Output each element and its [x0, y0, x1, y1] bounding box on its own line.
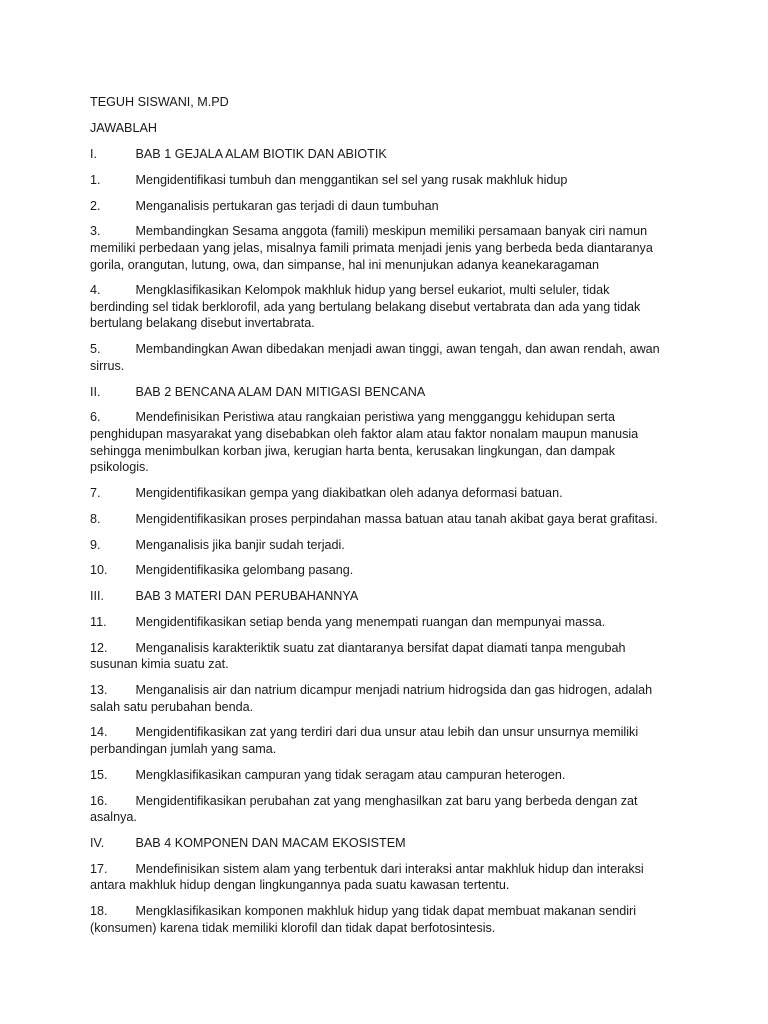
item-text: Mengidentifikasikan setiap benda yang menempati ruangan dan mempunyai massa. — [135, 614, 606, 629]
item-number: 11. — [90, 614, 107, 629]
item-text: Mengklasifikasikan campuran yang tidak seragam atau campuran heterogen. — [135, 767, 566, 782]
list-item — [90, 384, 670, 401]
item-text: Mengidentifikasika gelombang pasang. — [135, 563, 354, 578]
item-text: Mengidentifikasikan zat yang terdiri dari dua unsur atau lebih dan unsur unsurnya memiliki perbandingan jumlah yang sama. — [90, 725, 639, 756]
list-item — [90, 198, 670, 215]
list-item — [90, 282, 670, 332]
item-number: 7. — [90, 485, 101, 500]
paragraph-list — [90, 146, 670, 936]
item-number: 8. — [90, 511, 101, 526]
list-item — [90, 485, 670, 502]
item-text: Mendefinisikan sistem alam yang terbentuk dari interaksi antar makhluk hidup dan interaksi antara makhluk hidup dengan lingkungannya pada suatu kawasan tertentu. — [90, 861, 644, 893]
list-item — [90, 861, 670, 894]
list-item — [90, 588, 670, 605]
item-text: Mengidentifikasikan perubahan zat yang menghasilkan zat baru yang berbeda dengan zat asalnya. — [90, 793, 638, 825]
item-text: Membandingkan Sesama anggota (famili) meskipun memiliki persamaan banyak ciri namun memiliki perbedaan yang jelas, misalnya famili primata menjadi jenis yang berbeda beda diantaranya gorila, orangutan, lutung, owa, dan simpanse, hal ini menunjukan adanya keanekaragaman — [90, 224, 653, 272]
item-text: Menganalisis pertukaran gas terjadi di daun tumbuhan — [135, 198, 439, 213]
list-item — [90, 767, 670, 784]
list-item — [90, 341, 670, 374]
item-number: II. — [90, 384, 101, 399]
item-text: BAB 3 MATERI DAN PERUBAHANNYA — [135, 589, 359, 604]
item-number: IV. — [90, 835, 105, 850]
item-number: 9. — [90, 537, 101, 552]
item-number: 14. — [90, 725, 108, 740]
list-item — [90, 614, 670, 631]
item-text: BAB 1 GEJALA ALAM BIOTIK DAN ABIOTIK — [135, 146, 387, 161]
list-item — [90, 640, 670, 673]
item-number: 16. — [90, 793, 108, 808]
item-number: 18. — [90, 904, 108, 919]
item-text: Membandingkan Awan dibedakan menjadi awan tinggi, awan tengah, dan awan rendah, awan sirrus. — [90, 342, 660, 373]
list-item — [90, 537, 670, 554]
list-item — [90, 793, 670, 826]
item-text: Mengidentifikasikan gempa yang diakibatkan oleh adanya deformasi batuan. — [135, 485, 563, 500]
item-number: 12. — [90, 640, 108, 655]
item-text: Mengidentifikasi tumbuh dan menggantikan sel sel yang rusak makhluk hidup — [135, 172, 568, 187]
list-item — [90, 682, 670, 715]
item-number: 5. — [90, 342, 101, 357]
list-item — [90, 903, 670, 936]
item-text: Mendefinisikan Peristiwa atau rangkaian peristiwa yang mengganggu kehidupan serta penghidupan masyarakat yang disebabkan oleh faktor alam atau faktor nonalam maupun manusia sehingga menimbulkan korban jiwa, kerugian harta benta, kerusakan lingkungan, dan dampak psikologis. — [90, 410, 639, 475]
item-text: Mengidentifikasikan proses perpindahan massa batuan atau tanah akibat gaya berat grafitasi. — [135, 511, 658, 526]
item-number: 3. — [90, 224, 101, 239]
list-item — [90, 146, 670, 163]
item-text: Menganalisis karakteriktik suatu zat diantaranya bersifat dapat diamati tanpa mengubah susunan kimia suatu zat. — [90, 640, 626, 672]
list-item — [90, 835, 670, 852]
item-text: Mengklasifikasikan komponen makhluk hidup yang tidak dapat membuat makanan sendiri (konsumen) karena tidak memiliki klorofil dan tidak dapat berfotosintesis. — [90, 904, 637, 935]
item-number: 15. — [90, 767, 108, 782]
list-item — [90, 223, 670, 273]
item-number: 1. — [90, 172, 101, 187]
item-text: Menganalisis air dan natrium dicampur menjadi natrium hidrogsida dan gas hidrogen, adalah salah satu perubahan benda. — [90, 683, 653, 714]
list-item — [90, 511, 670, 528]
item-number: I. — [90, 146, 97, 161]
list-item — [90, 724, 670, 757]
list-item — [90, 409, 670, 475]
item-number: 4. — [90, 283, 101, 298]
item-number: 6. — [90, 410, 101, 425]
author-line: TEGUH SISWANI, M.PD — [90, 95, 229, 109]
item-number: 10. — [90, 563, 108, 578]
item-number: 2. — [90, 198, 101, 213]
item-number: III. — [90, 589, 104, 604]
item-number: 17. — [90, 861, 108, 876]
list-item — [90, 562, 670, 579]
document-page — [90, 94, 670, 945]
instruction-line: JAWABLAH — [90, 121, 157, 136]
item-text: BAB 4 KOMPONEN DAN MACAM EKOSISTEM — [135, 835, 406, 850]
item-text: Menganalisis jika banjir sudah terjadi. — [135, 537, 345, 552]
list-item — [90, 172, 670, 189]
item-text: Mengklasifikasikan Kelompok makhluk hidup yang bersel eukariot, multi seluler, tidak berdinding sel tidak berklorofil, ada yang bertulang belakang disebut vertabrata dan ada yang tidak bertulang belakang disebut invertabrata. — [90, 283, 641, 331]
item-number: 13. — [90, 683, 108, 698]
item-text: BAB 2 BENCANA ALAM DAN MITIGASI BENCANA — [135, 384, 426, 399]
